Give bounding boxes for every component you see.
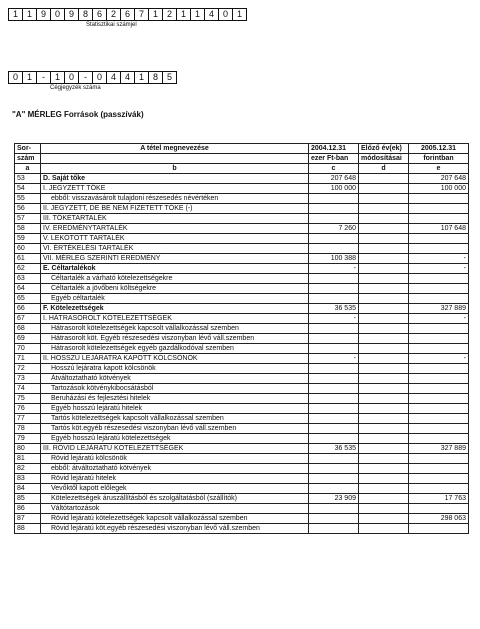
- value-2005: -: [409, 354, 469, 364]
- row-name: ebből: visszavásárolt tulajdoni részesedés névértéken: [41, 194, 309, 204]
- table-row: [15, 414, 469, 424]
- row-number: 67: [15, 314, 41, 324]
- digit-box: 0: [8, 71, 23, 84]
- row-name: F. Kötelezettségek: [41, 304, 309, 314]
- value-modification: [359, 434, 409, 444]
- value-2004: [309, 424, 359, 434]
- row-number: 79: [15, 434, 41, 444]
- stat-number-caption: Statisztikai számjel: [86, 22, 137, 28]
- value-2005: [409, 414, 469, 424]
- row-name: Beruházási és fejlesztési hitelek: [41, 394, 309, 404]
- table-row: [15, 184, 469, 194]
- table-row: [15, 514, 469, 524]
- table-row: [15, 174, 469, 184]
- value-modification: [359, 184, 409, 194]
- row-number: 86: [15, 504, 41, 514]
- header-sor: Sor-: [15, 144, 41, 154]
- digit-box: 1: [148, 8, 163, 21]
- value-modification: [359, 404, 409, 414]
- letter-a: a: [15, 164, 41, 174]
- table-row: [15, 484, 469, 494]
- digit-box: 1: [190, 8, 205, 21]
- balance-sheet-table: [14, 143, 469, 534]
- value-2005: 107 648: [409, 224, 469, 234]
- table-row: [15, 454, 469, 464]
- value-2005: -: [409, 264, 469, 274]
- row-name: Hátrasorolt kötelezettségek kapcsolt vállalkozással szemben: [41, 324, 309, 334]
- row-name: VI. ÉRTÉKELÉSI TARTALÉK: [41, 244, 309, 254]
- table-row: [15, 234, 469, 244]
- value-modification: [359, 494, 409, 504]
- row-name: Rövid lejáratú hitelek: [41, 474, 309, 484]
- row-name: III. TŐKETARTALÉK: [41, 214, 309, 224]
- table-row: [15, 474, 469, 484]
- value-2005: [409, 394, 469, 404]
- digit-box: 6: [92, 8, 107, 21]
- digit-box: 4: [106, 71, 121, 84]
- value-2004: [309, 474, 359, 484]
- row-number: 57: [15, 214, 41, 224]
- value-modification: [359, 414, 409, 424]
- row-name: Rövid lejáratú köt.egyéb részesedési viszonyban lévő váll.szemben: [41, 524, 309, 534]
- digit-box: 7: [134, 8, 149, 21]
- table-row: [15, 404, 469, 414]
- value-2005: 298 063: [409, 514, 469, 524]
- value-modification: [359, 504, 409, 514]
- digit-box: 1: [176, 8, 191, 21]
- table-row: [15, 214, 469, 224]
- value-modification: [359, 294, 409, 304]
- row-number: 70: [15, 344, 41, 354]
- digit-box: 0: [64, 71, 79, 84]
- value-modification: [359, 424, 409, 434]
- value-modification: [359, 524, 409, 534]
- value-modification: [359, 374, 409, 384]
- value-2005: [409, 324, 469, 334]
- row-name: Hátrasorolt kötelezettségek egyéb gazdálkodóval szemben: [41, 344, 309, 354]
- value-modification: [359, 464, 409, 474]
- header-col1-unit: ezer Ft-ban: [309, 154, 359, 164]
- row-number: 65: [15, 294, 41, 304]
- table-row: [15, 294, 469, 304]
- value-modification: [359, 204, 409, 214]
- digit-box: 4: [204, 8, 219, 21]
- digit-box: 2: [106, 8, 121, 21]
- value-modification: [359, 514, 409, 524]
- header-row-2: [15, 154, 469, 164]
- company-reg-boxes: [8, 71, 176, 84]
- digit-box: -: [36, 71, 51, 84]
- row-name: Rövid lejáratú kölcsönök: [41, 454, 309, 464]
- header-col1: 2004.12.31: [309, 144, 359, 154]
- row-number: 69: [15, 334, 41, 344]
- value-2004: [309, 434, 359, 444]
- value-2004: [309, 214, 359, 224]
- value-modification: [359, 354, 409, 364]
- value-2005: [409, 344, 469, 354]
- value-2004: [309, 244, 359, 254]
- row-name: II. JEGYZETT, DE BE NEM FIZETETT TŐKE (-): [41, 204, 309, 214]
- row-number: 68: [15, 324, 41, 334]
- value-2004: -: [309, 264, 359, 274]
- letter-d: d: [359, 164, 409, 174]
- table-row: [15, 194, 469, 204]
- value-2005: -: [409, 314, 469, 324]
- row-number: 85: [15, 494, 41, 504]
- value-modification: [359, 344, 409, 354]
- value-2005: [409, 384, 469, 394]
- table-row: [15, 264, 469, 274]
- digit-box: 9: [64, 8, 79, 21]
- row-number: 88: [15, 524, 41, 534]
- value-2005: [409, 204, 469, 214]
- value-2005: [409, 274, 469, 284]
- table-row: [15, 524, 469, 534]
- row-name: ebből: átváltoztatható kötvények: [41, 464, 309, 474]
- value-2004: [309, 374, 359, 384]
- table-row: [15, 354, 469, 364]
- row-name: VII. MÉRLEG SZERINTI EREDMÉNY: [41, 254, 309, 264]
- value-2004: [309, 294, 359, 304]
- digit-box: 1: [8, 8, 23, 21]
- digit-box: 0: [218, 8, 233, 21]
- value-2005: [409, 524, 469, 534]
- digit-box: 5: [162, 71, 177, 84]
- value-2005: [409, 374, 469, 384]
- row-name: Tartós köt.egyéb részesedési viszonyban lévő váll.szemben: [41, 424, 309, 434]
- value-2005: [409, 364, 469, 374]
- value-2005: 207 648: [409, 174, 469, 184]
- row-number: 77: [15, 414, 41, 424]
- row-name: Hosszú lejáratra kapott kölcsönök: [41, 364, 309, 374]
- row-name: V. LEKÖTÖTT TARTALÉK: [41, 234, 309, 244]
- value-2005: [409, 244, 469, 254]
- header-name: A tétel megnevezése: [41, 144, 309, 154]
- company-reg-caption: Cégjegyzék száma: [50, 85, 101, 91]
- header-col2-unit: módosításai: [359, 154, 409, 164]
- row-number: 82: [15, 464, 41, 474]
- table-row: [15, 424, 469, 434]
- header-col3: 2005.12.31: [409, 144, 469, 154]
- value-2004: [309, 204, 359, 214]
- row-name: II. HOSSZÚ LEJÁRATRA KAPOTT KÖLCSÖNÖK: [41, 354, 309, 364]
- digit-box: -: [78, 71, 93, 84]
- table-row: [15, 254, 469, 264]
- row-number: 73: [15, 374, 41, 384]
- table-row: [15, 434, 469, 444]
- row-number: 84: [15, 484, 41, 494]
- value-2004: 36 535: [309, 304, 359, 314]
- row-number: 56: [15, 204, 41, 214]
- value-modification: [359, 474, 409, 484]
- row-name: IV. EREDMÉNYTARTALÉK: [41, 224, 309, 234]
- value-2004: [309, 334, 359, 344]
- value-modification: [359, 454, 409, 464]
- value-2004: [309, 284, 359, 294]
- row-number: 55: [15, 194, 41, 204]
- value-2005: [409, 484, 469, 494]
- value-2005: 17 763: [409, 494, 469, 504]
- value-modification: [359, 394, 409, 404]
- value-2004: [309, 384, 359, 394]
- table-row: [15, 244, 469, 254]
- table-row: [15, 464, 469, 474]
- row-name: E. Céltartalékok: [41, 264, 309, 274]
- row-name: Kötelezettségek áruszállításból és szolgáltatásból (szállítók): [41, 494, 309, 504]
- value-2004: -: [309, 314, 359, 324]
- header-szam: szám: [15, 154, 41, 164]
- value-2004: 100 388: [309, 254, 359, 264]
- row-number: 59: [15, 234, 41, 244]
- value-2005: [409, 334, 469, 344]
- table-row: [15, 204, 469, 214]
- value-modification: [359, 284, 409, 294]
- value-modification: [359, 384, 409, 394]
- table-row: [15, 364, 469, 374]
- value-modification: [359, 244, 409, 254]
- row-number: 62: [15, 264, 41, 274]
- row-name: Egyéb hosszú lejáratú kötelezettségek: [41, 434, 309, 444]
- row-name: I. JEGYZETT TŐKE: [41, 184, 309, 194]
- table-row: [15, 384, 469, 394]
- table-row: [15, 444, 469, 454]
- value-2004: 207 648: [309, 174, 359, 184]
- digit-box: 4: [120, 71, 135, 84]
- value-2004: [309, 414, 359, 424]
- value-2005: [409, 294, 469, 304]
- value-2004: 36 535: [309, 444, 359, 454]
- table-row: [15, 374, 469, 384]
- value-2005: [409, 284, 469, 294]
- value-2004: 100 000: [309, 184, 359, 194]
- value-2004: [309, 524, 359, 534]
- row-number: 64: [15, 284, 41, 294]
- column-letters-row: [15, 164, 469, 174]
- table-row: [15, 304, 469, 314]
- value-modification: [359, 214, 409, 224]
- value-modification: [359, 444, 409, 454]
- value-modification: [359, 234, 409, 244]
- value-2004: -: [309, 354, 359, 364]
- value-2005: [409, 424, 469, 434]
- value-2005: [409, 404, 469, 414]
- row-name: Váltótartozások: [41, 504, 309, 514]
- value-2004: [309, 344, 359, 354]
- row-number: 76: [15, 404, 41, 414]
- digit-box: 1: [22, 8, 37, 21]
- row-number: 63: [15, 274, 41, 284]
- value-modification: [359, 304, 409, 314]
- row-name: Egyéb hosszú lejáratú hitelek: [41, 404, 309, 414]
- row-name: Rövid lejáratú kötelezettségek kapcsolt vállalkozással szemben: [41, 514, 309, 524]
- row-name: Vevőktől kapott előlegek: [41, 484, 309, 494]
- value-2004: [309, 454, 359, 464]
- row-number: 74: [15, 384, 41, 394]
- table-row: [15, 284, 469, 294]
- value-2004: [309, 194, 359, 204]
- digit-box: 8: [78, 8, 93, 21]
- value-2004: [309, 364, 359, 374]
- stat-number-boxes: [8, 8, 246, 21]
- row-name: III. RÖVID LEJÁRATÚ KÖTELEZETTSÉGEK: [41, 444, 309, 454]
- table-row: [15, 324, 469, 334]
- digit-box: 6: [120, 8, 135, 21]
- value-2005: -: [409, 254, 469, 264]
- value-2005: [409, 474, 469, 484]
- row-number: 54: [15, 184, 41, 194]
- value-modification: [359, 274, 409, 284]
- row-number: 83: [15, 474, 41, 484]
- value-2005: [409, 504, 469, 514]
- digit-box: 0: [92, 71, 107, 84]
- row-number: 71: [15, 354, 41, 364]
- row-name: Tartozások kötvénykibocsátásból: [41, 384, 309, 394]
- table-row: [15, 224, 469, 234]
- digit-box: 0: [50, 8, 65, 21]
- digit-box: 9: [36, 8, 51, 21]
- digit-box: 1: [232, 8, 247, 21]
- table-row: [15, 504, 469, 514]
- value-2005: [409, 214, 469, 224]
- value-modification: [359, 484, 409, 494]
- header-col3-unit: forintban: [409, 154, 469, 164]
- row-name: I. HÁTRASOROLT KÖTELEZETTSÉGEK: [41, 314, 309, 324]
- row-number: 87: [15, 514, 41, 524]
- digit-box: 1: [50, 71, 65, 84]
- table-row: [15, 334, 469, 344]
- value-2004: [309, 484, 359, 494]
- value-2004: [309, 464, 359, 474]
- header-col2: Előző év(ek): [359, 144, 409, 154]
- table-row: [15, 344, 469, 354]
- document-title: "A" MÉRLEG Források (passzívák): [12, 110, 144, 119]
- value-modification: [359, 324, 409, 334]
- letter-b: b: [41, 164, 309, 174]
- value-2004: 23 909: [309, 494, 359, 504]
- table-row: [15, 314, 469, 324]
- row-number: 61: [15, 254, 41, 264]
- value-modification: [359, 334, 409, 344]
- row-number: 66: [15, 304, 41, 314]
- digit-box: 2: [162, 8, 177, 21]
- row-number: 60: [15, 244, 41, 254]
- value-modification: [359, 174, 409, 184]
- value-2004: [309, 514, 359, 524]
- value-modification: [359, 314, 409, 324]
- digit-box: 8: [148, 71, 163, 84]
- value-2005: [409, 464, 469, 474]
- row-number: 58: [15, 224, 41, 234]
- row-number: 80: [15, 444, 41, 454]
- row-name: D. Saját tőke: [41, 174, 309, 184]
- value-2005: [409, 234, 469, 244]
- value-2004: [309, 274, 359, 284]
- row-name: Átváltoztatható kötvények: [41, 374, 309, 384]
- value-2004: [309, 234, 359, 244]
- row-number: 53: [15, 174, 41, 184]
- value-2004: [309, 504, 359, 514]
- row-name: Egyéb céltartalék: [41, 294, 309, 304]
- value-modification: [359, 194, 409, 204]
- value-2005: [409, 454, 469, 464]
- table-row: [15, 394, 469, 404]
- value-2004: [309, 394, 359, 404]
- value-2005: 327 889: [409, 444, 469, 454]
- row-number: 75: [15, 394, 41, 404]
- value-modification: [359, 364, 409, 374]
- row-name: Tartós kötelezettségek kapcsolt vállalkozással szemben: [41, 414, 309, 424]
- value-2005: [409, 434, 469, 444]
- letter-e: e: [409, 164, 469, 174]
- digit-box: 1: [22, 71, 37, 84]
- value-modification: [359, 264, 409, 274]
- value-2005: [409, 194, 469, 204]
- value-2004: [309, 404, 359, 414]
- letter-c: c: [309, 164, 359, 174]
- table-row: [15, 274, 469, 284]
- row-name: Hátrasorolt köt. Egyéb részesedési viszonyban lévő váll.szemben: [41, 334, 309, 344]
- table-row: [15, 494, 469, 504]
- row-name: Céltartalék a jövőbeni költségekre: [41, 284, 309, 294]
- row-number: 78: [15, 424, 41, 434]
- row-name: Céltartalék a várható kötelezettségekre: [41, 274, 309, 284]
- value-2004: 7 260: [309, 224, 359, 234]
- value-2004: [309, 324, 359, 334]
- row-number: 72: [15, 364, 41, 374]
- header-row: [15, 144, 469, 154]
- value-2005: 100 000: [409, 184, 469, 194]
- value-modification: [359, 254, 409, 264]
- value-modification: [359, 224, 409, 234]
- digit-box: 1: [134, 71, 149, 84]
- row-number: 81: [15, 454, 41, 464]
- value-2005: 327 889: [409, 304, 469, 314]
